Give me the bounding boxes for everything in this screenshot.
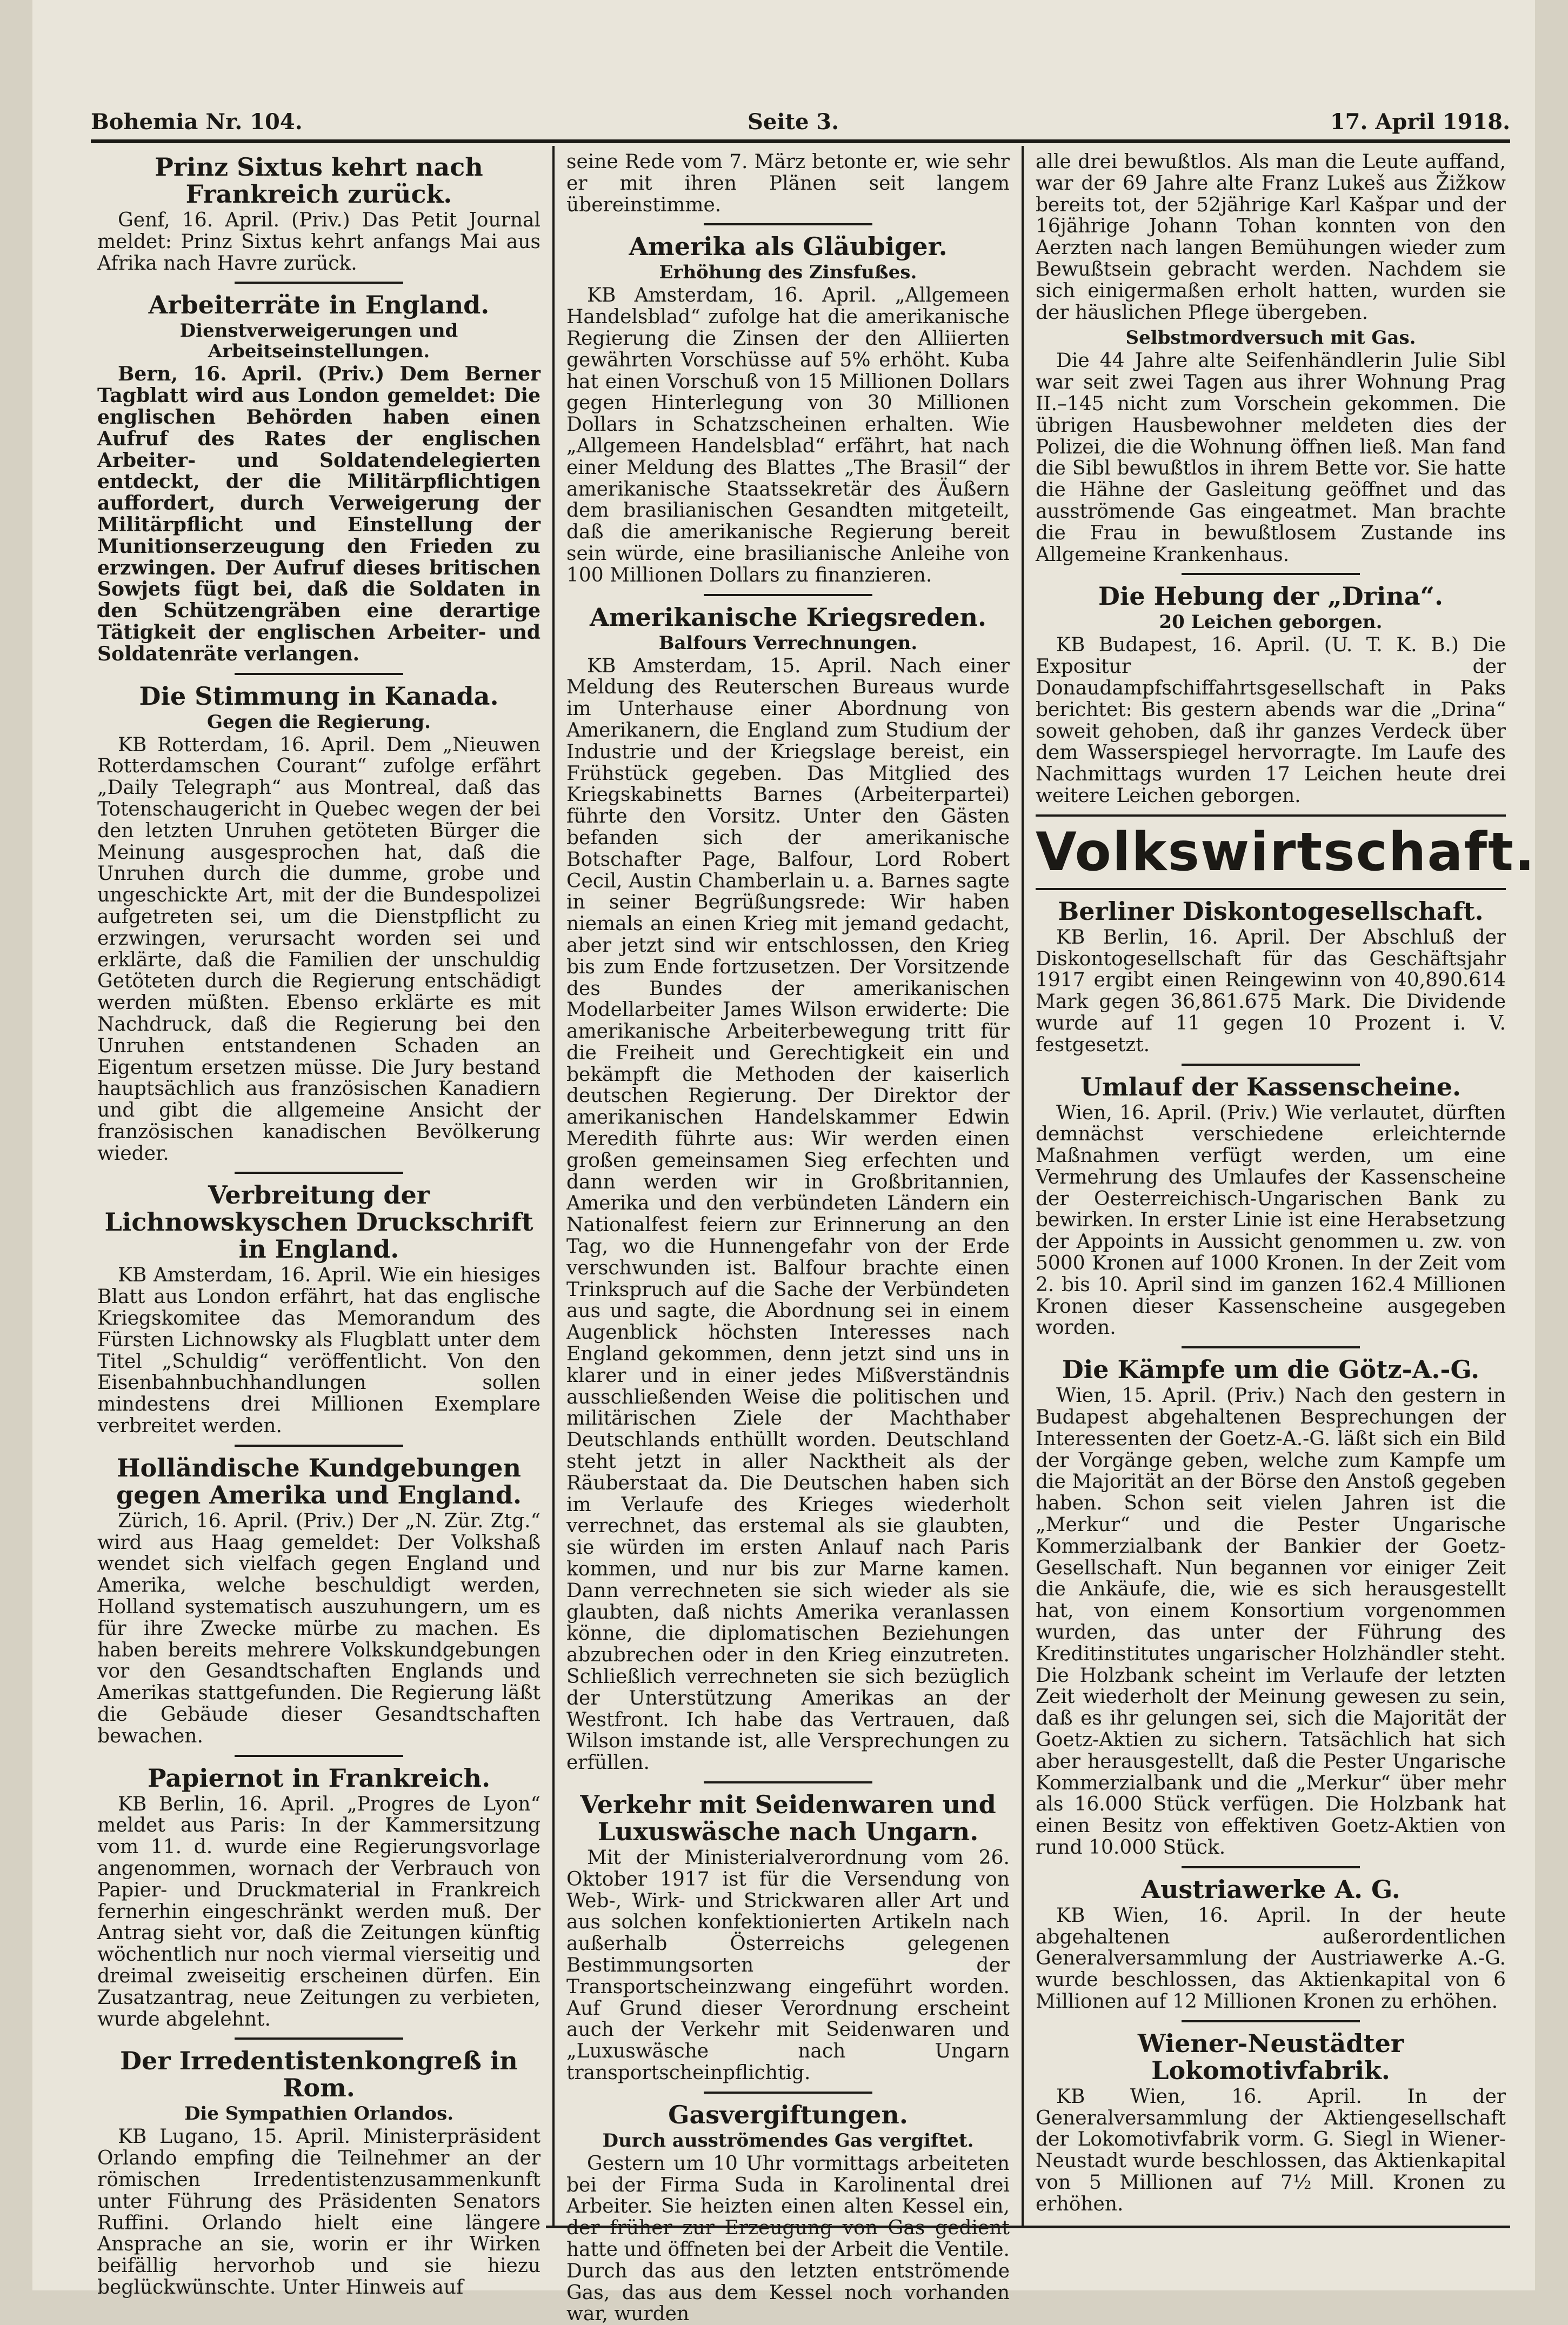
footer-rule (546, 2226, 1510, 2228)
article-body: Zürich, 16. April. (Priv.) Der „N. Zür. Ztg.“ wird aus Haag gemeldet: Der Volkshaß wendet sich vielfach gegen England und Amerika, welche beschuldigt werden, Holland systematisch auszuhungern, um es für ihre Zwecke mürbe zu machen. Es haben bereits mehrere Volkskundgebungen vor den Gesandtschaften Englands und Amerikas stattgefunden. Die Regierung läßt die Gebäude dieser Gesandtschaften bewachen. (97, 1509, 541, 1747)
subheadline: Selbstmordversuch mit Gas. (1125, 327, 1416, 349)
article-drina (1036, 583, 1506, 806)
article-separator (1182, 1346, 1360, 1348)
headline: Die Stimmung in Kanada. (139, 681, 499, 711)
article-arbeiterraete (97, 291, 541, 665)
article-separator (704, 594, 872, 596)
subheadline: Balfours Verrechnungen. (658, 632, 918, 654)
section-rule (1036, 888, 1506, 890)
article-body: Die 44 Jahre alte Seifenhändlerin Julie Sibl war seit zwei Tagen aus ihrer Wohnung Prag II.–145 nicht zum Vorschein gekommen. Die übrigen Hausbewohner meldeten dies der Polizei, die die Wohnung öffnen ließ. Man fand die Sibl bewußtlos in ihrem Bette vor. Sie hatte die Hähne der Gasleitung geöffnet und das ausströmende Gas eingeatmet. Man brachte die Frau in bewußtlosem Zustande ins Allgemeine Krankenhaus. (1036, 350, 1506, 566)
headline: Amerika als Gläubiger. (629, 232, 948, 262)
article-separator (235, 673, 403, 675)
article-goetz (1036, 1356, 1506, 1859)
article-body: KB Berlin, 16. April. Der Abschluß der Diskontogesellschaft für das Geschäftsjahr 1917 ergibt einen Reingewinn von 40,890.614 Mark gegen 36,861.675 Mark. Die Dividende wurde auf 11 gegen 10 Prozent i. V. festgesetzt. (1036, 926, 1506, 1056)
article-sixtus (97, 153, 541, 274)
article-separator (704, 1781, 872, 1783)
issue-date: 17. April 1918. (1330, 109, 1510, 135)
headline: Holländische Kundgebungen gegen Amerika und England. (116, 1453, 522, 1509)
article-body: Mit der Ministerialverordnung vom 26. Oktober 1917 ist für die Versendung von Web-, Wirk- und Strickwaren aller Art und aus solchen konfektionierten Artikeln nach außerhalb Österreichs gelegenen Bestimmungsorten der Transportscheinzwang eingeführt worden. Auf Grund dieser Verordnung erscheint auch der Verkehr mit Seidenwaren und „Luxuswäsche nach Ungarn transportscheinpflichtig. (566, 1846, 1010, 2084)
article-body: Genf, 16. April. (Priv.) Das Petit Journal meldet: Prinz Sixtus kehrt anfangs Mai aus Afrika nach Havre zurück. (97, 209, 541, 275)
article-body: KB Amsterdam, 15. April. Nach einer Meldung des Reuterschen Bureaus wurde im Unterhause einer Abordnung von Amerikanern, die England zum Studium der Industrie und der Kriegslage bereist, ein Frühstück gegeben. Das Mitglied des Kriegskabinetts Barnes (Arbeiterpartei) führte den Vorsitz. Unter den Gästen befanden sich der amerikanische Botschafter Page, Balfour, Lord Robert Cecil, Austin Chamberlain u. a. Barnes sagte in seiner Begrüßungsrede: Wir haben niemals an einen Krieg mit jemand gedacht, aber jetzt sind wir entschlossen, den Krieg bis zum Ende fortzusetzen. Der Vorsitzende des Bundes der amerikanischen Modellarbeiter James Wilson erwiderte: Die amerikanische Arbeiterbewegung tritt für die Freiheit und Gerechtigkeit ein und bekämpft die Methoden der kaiserlich deutschen Regierung. Der Direktor der amerikanischen Handelskammer Edwin Meredith führte aus: Wir werden einen großen gemeinsamen Sieg erfechten und dann werden wir in Großbritannien, Amerika und den verbündeten Ländern ein Nationalfest feiern zur Erinnerung an den Tag, wo die Hunnengefahr von der Erde verschwunden ist. Balfour brachte einen Trinkspruch auf die Sache der Verbündeten aus und sagte, die Abordnung sei in einem Augenblick höchsten Interesses nach England gekommen, denn jetzt sind uns in klarer und in einer jedes Mißverständnis ausschließenden Weise die politischen und militärischen Ziele der Machthaber Deutschlands enthüllt worden. Deutschland steht jetzt in aller Nacktheit als der Räuberstaat da. Die Deutschen haben sich im Verlaufe des Krieges wiederholt verrechnet, das erstemal als sie glaubten, sie würden im ersten Anlauf nach Paris kommen, und nur bis zur Marne kamen. Dann verrechneten sie sich wieder als sie glaubten, daß nichts Amerika veranlassen könne, die diplomatischen Beziehungen abzubrechen oder in den Krieg einzutreten. Schließlich verrechneten sie sich bezüglich der Unterstützung Amerikas an der Westfront. Ich habe das Vertrauen, daß Wilson imstande ist, alle Versprechungen zu erfüllen. (566, 654, 1010, 1774)
article-separator (1182, 1866, 1360, 1868)
article-body: KB Amsterdam, 16. April. „Allgemeen Handelsblad“ zufolge hat die amerikanische Regierung die Zinsen der den Alliierten gewährten Vorschüsse auf 5% erhöht. Kuba hat einen Vorschuß von 15 Millionen Dollars gegen Hinterlegung von 30 Millionen Dollars in Schatzscheinen erhalten. Wie „Allgemeen Handelsblad“ erfährt, hat nach einer Meldung des Blattes „The Brasil“ der amerikanische Staatssekretär des Äußern dem brasilianischen Gesandten mitgeteilt, daß die amerikanische Regierung bereit sein würde, eine brasilianische Anleihe von 100 Millionen Dollars zu finanzieren. (566, 284, 1010, 586)
subheadline: Dienstverweigerungen und Arbeitseinstellungen. (179, 320, 458, 363)
article-body: Gestern um 10 Uhr vormittags arbeiteten bei der Firma Suda in Karolinental drei Arbeiter. Sie heizten einen alten Kessel ein, hatte und öffneten bei der Arbeit die Ventile. Durch das aus den letzten entströmende Gas, das aus dem Kessel noch vorhanden war, wurden (566, 2152, 1010, 2325)
column-rule-1 (552, 146, 555, 2226)
headline: Wiener-Neustädter Lokomotivfabrik. (1137, 2028, 1404, 2085)
article-separator (235, 1445, 403, 1447)
article-kassenscheine (1036, 1073, 1506, 1339)
article-separator (1182, 573, 1360, 575)
issue-number: Bohemia Nr. 104. (91, 109, 303, 135)
section-rule (1036, 814, 1506, 817)
article-lokomotivfabrik (1036, 2030, 1506, 2215)
article-body: Bern, 16. April. (Priv.) Dem Berner Tagblatt wird aus London gemeldet: Die englischen Behörden haben einen Aufruf des Rates der englischen Arbeiter- und Soldatendelegierten entdeckt, der die Militärpflichtigen auffordert, durch Verweigerung der Militärpflicht und Einstellung der Munitionserzeugung den Frieden zu erzwingen. Der Aufruf dieses britischen Sowjets fügt bei, daß die Soldaten in den Schützengräben eine derartige Tätigkeit der englischen Arbeiter- und Soldatenräte verlangen. (97, 363, 541, 665)
article-separator (235, 282, 403, 284)
article-holland (97, 1454, 541, 1747)
article-continued (566, 151, 1010, 216)
headline: Papiernot in Frankreich. (147, 1763, 491, 1793)
article-continued (1036, 151, 1506, 323)
section-title: Volkswirtschaft. (1036, 821, 1536, 883)
headline: Prinz Sixtus kehrt nach Frankreich zurück. (155, 152, 483, 209)
page-header (91, 107, 1510, 139)
subheadline: Erhöhung des Zinsfußes. (659, 262, 917, 284)
article-seidenwaren (566, 1791, 1010, 2084)
headline: Der Irredentistenkongreß in Rom. (120, 2046, 518, 2103)
article-gasvergiftungen (566, 2101, 1010, 2325)
article-body: KB Berlin, 16. April. „Progres de Lyon“ meldet aus Paris: In der Kammersitzung vom 11. d. wurde eine Regierungsvorlage angenommen, wornach der Verbrauch von Papier- und Druckmaterial in Frankreich fernerhin eingeschränkt werden muß. Der Antrag sieht vor, daß die Zeitungen künftig wöchentlich nur noch viermal vierseitig und dreimal zweiseitig erscheinen dürfen. Ein Zusatzantrag, neue Zeitungen zu verbieten, wurde abgelehnt. (97, 1793, 541, 2030)
article-body: KB Lugano, 15. April. Ministerpräsident Orlando empfing die Teilnehmer an der römischen Irredentistenzusammenkunft unter Führung des Präsidenten Senators Ruffini. Orlando hielt eine längere Ansprache an sie, worin er ihr Wirken beifällig hervorhob und sie hiezu beglückwünschte. Unter Hinweis auf (97, 2126, 541, 2299)
article-selbstmord (1036, 328, 1506, 565)
column-1 (97, 151, 541, 2299)
article-separator (1182, 2020, 1360, 2022)
header-rule (91, 139, 1510, 143)
article-body: KB Budapest, 16. April. (U. T. K. B.) Die Expositur der Donaudampfschiffahrtsgesellschaft in Paks berichtet: Bis gestern abends war die „Drina“ soweit gehoben, daß ihr ganzes Verdeck über dem Wasserspiegel hervorragte. Im Laufe des Nachmittags wurden 17 Leichen heute drei weitere Leichen geborgen. (1036, 634, 1506, 807)
article-separator (235, 1172, 403, 1174)
article-body: alle drei bewußtlos. Als man die Leute auffand, war der 69 Jahre alte Franz Lukeš aus Žižkow bereits tot, der 52jährige Karl Kašpar und der 16jährige Johann Tohan konnten von den Aerzten nach langen Bemühungen wieder zum Bewußtsein gebracht werden. Nachdem sie sich einigermaßen erholt hatten, wurden sie der häuslichen Pflege übergeben. (1036, 151, 1506, 324)
article-separator (704, 2092, 872, 2094)
headline: Die Hebung der „Drina“. (1098, 582, 1444, 611)
article-body: Wien, 16. April. (Priv.) Wie verlautet, dürften demnächst verschiedene erleichternde Maßnahmen verfügt werden, um eine Vermehrung des Umlaufes der Kassenscheine der Oesterreichisch-Ungarischen Bank zu bewirken. In erster Linie ist eine Herabsetzung der Appoints in Aussicht genommen u. zw. von 5000 Kronen auf 1000 Kronen. In der Zeit vom 2. bis 10. April sind im ganzen 162.4 Millionen Kronen dieser Kassenscheine ausgegeben worden. (1036, 1101, 1506, 1339)
subheadline: Durch ausströmendes Gas vergiftet. (602, 2129, 974, 2152)
article-separator (235, 1755, 403, 1757)
page-number: Seite 3. (748, 109, 839, 135)
headline: Amerikanische Kriegsreden. (590, 602, 986, 632)
article-separator (235, 2037, 403, 2040)
headline: Austriawerke A. G. (1141, 1874, 1400, 1904)
article-separator (704, 223, 872, 225)
headline: Verkehr mit Seidenwaren und Luxuswäsche nach Ungarn. (580, 1789, 996, 1846)
subheadline: 20 Leichen geborgen. (1159, 611, 1383, 633)
article-body: KB Wien, 16. April. In der Generalversammlung der Aktiengesellschaft der Lokomotivfabrik vorm. G. Siegl in Wiener-Neustadt wurde beschlossen, das Aktienkapital von 5 Millionen auf 7½ Mill. Kronen zu erhöhen. (1036, 2085, 1506, 2215)
column-3 (1036, 151, 1536, 2221)
headline: Berliner Diskontogesellschaft. (1058, 896, 1484, 926)
article-body: KB Rotterdam, 16. April. Dem „Nieuwen Rotterdamschen Courant“ zufolge erfährt „Daily Telegraph“ aus Montreal, daß das Totenschaugericht in Quebec wegen der bei den letzten Unruhen getöteten Bürger die Meinung ausgesprochen hat, daß die Unruhen durch die dumme, grobe und ungeschickte Art, mit der die Bundespolizei aufgetreten sei, um die Dienstpflicht zu erzwingen, verursacht worden sei und erklärte, daß die Familien der unschuldig Getöteten durch die Regierung entschädigt werden müßten. Ebenso erklärte es mit Nachdruck, daß die Regierung bei den Unruhen entstandenen Schaden an Eigentum ersetzen müsse. Die Jury bestand hauptsächlich aus französischen Kanadiern und gibt die allgemeine Ansicht der französischen kanadischen Bevölkerung wieder. (97, 733, 541, 1165)
subheadline: Die Sympathien Orlandos. (184, 2103, 454, 2125)
article-glaeubiger (566, 233, 1010, 586)
headline: Gasvergiftungen. (668, 2100, 908, 2129)
headline: Verbreitung der Lichnowskyschen Druckschrift in England. (104, 1180, 533, 1264)
article-body: Wien, 15. April. (Priv.) Nach den gestern in Budapest abgehaltenen Besprechungen der Interessenten der Goetz-A.-G. läßt sich ein Bild der Vorgänge geben, welche zum Kampfe um die Majorität an der Börse den Anstoß gegeben haben. Schon seit vielen Jahren ist die „Merkur“ und die Pester Ungarische Kommerzialbank der Bankier der Goetz-Gesellschaft. Nun begannen vor einiger Zeit die Ankäufe, die, wie es sich herausgestellt hat, von einem Konsortium vorgenommen wurden, das unter der Führung des Kreditinstitutes ungarischer Holzhändler steht. Die Holzbank scheint im Verlaufe der letzten Zeit wiederholt der Meinung gewesen zu sein, daß es ihr gelungen sei, sich die Majorität der Goetz-Aktien zu sichern. Tatsächlich hat sich aber herausgestellt, daß die Pester Ungarische Kommerzialbank und die „Merkur“ über mehr als 16.000 Stück verfügen. Die Holzbank hat einen Besitz von effektiven Goetz-Aktien von rund 10.000 Stück. (1036, 1385, 1506, 1859)
article-irredentisten (97, 2047, 541, 2298)
article-body: seine Rede vom 7. März betonte er, wie sehr er mit ihren Plänen seit langem übereinstimme. (566, 151, 1010, 216)
headline: Die Kämpfe um die Götz-A.-G. (1062, 1355, 1480, 1385)
article-papiernot (97, 1765, 541, 2030)
headline: Arbeiterräte in England. (148, 290, 490, 320)
article-separator (1182, 1064, 1360, 1066)
article-kanada (97, 683, 541, 1165)
column-rule-2 (1022, 146, 1024, 2226)
column-2 (566, 151, 1010, 2325)
article-body: KB Amsterdam, 16. April. Wie ein hiesiges Blatt aus London erfährt, hat das englische Kriegskomitee das Memorandum des Fürsten Lichnowsky als Flugblatt unter dem Titel „Schuldig“ veröffentlicht. Von den Eisenbahnbuchhandlungen sollen mindestens drei Millionen Exemplare verbreitet werden. (97, 1264, 541, 1438)
headline: Umlauf der Kassenscheine. (1080, 1072, 1462, 1101)
subheadline: Gegen die Regierung. (207, 711, 431, 733)
article-lichnowsky (97, 1181, 541, 1437)
article-kriegsreden (566, 604, 1010, 1774)
article-body: KB Wien, 16. April. In der heute abgehaltenen außerordentlichen Generalversammlung der Austriawerke A.-G. wurde beschlossen, das Aktienkapital von 6 Millionen auf 12 Millionen Kronen zu erhöhen. (1036, 1904, 1506, 2013)
article-diskonto (1036, 898, 1506, 1056)
article-austriawerke (1036, 1876, 1506, 2013)
